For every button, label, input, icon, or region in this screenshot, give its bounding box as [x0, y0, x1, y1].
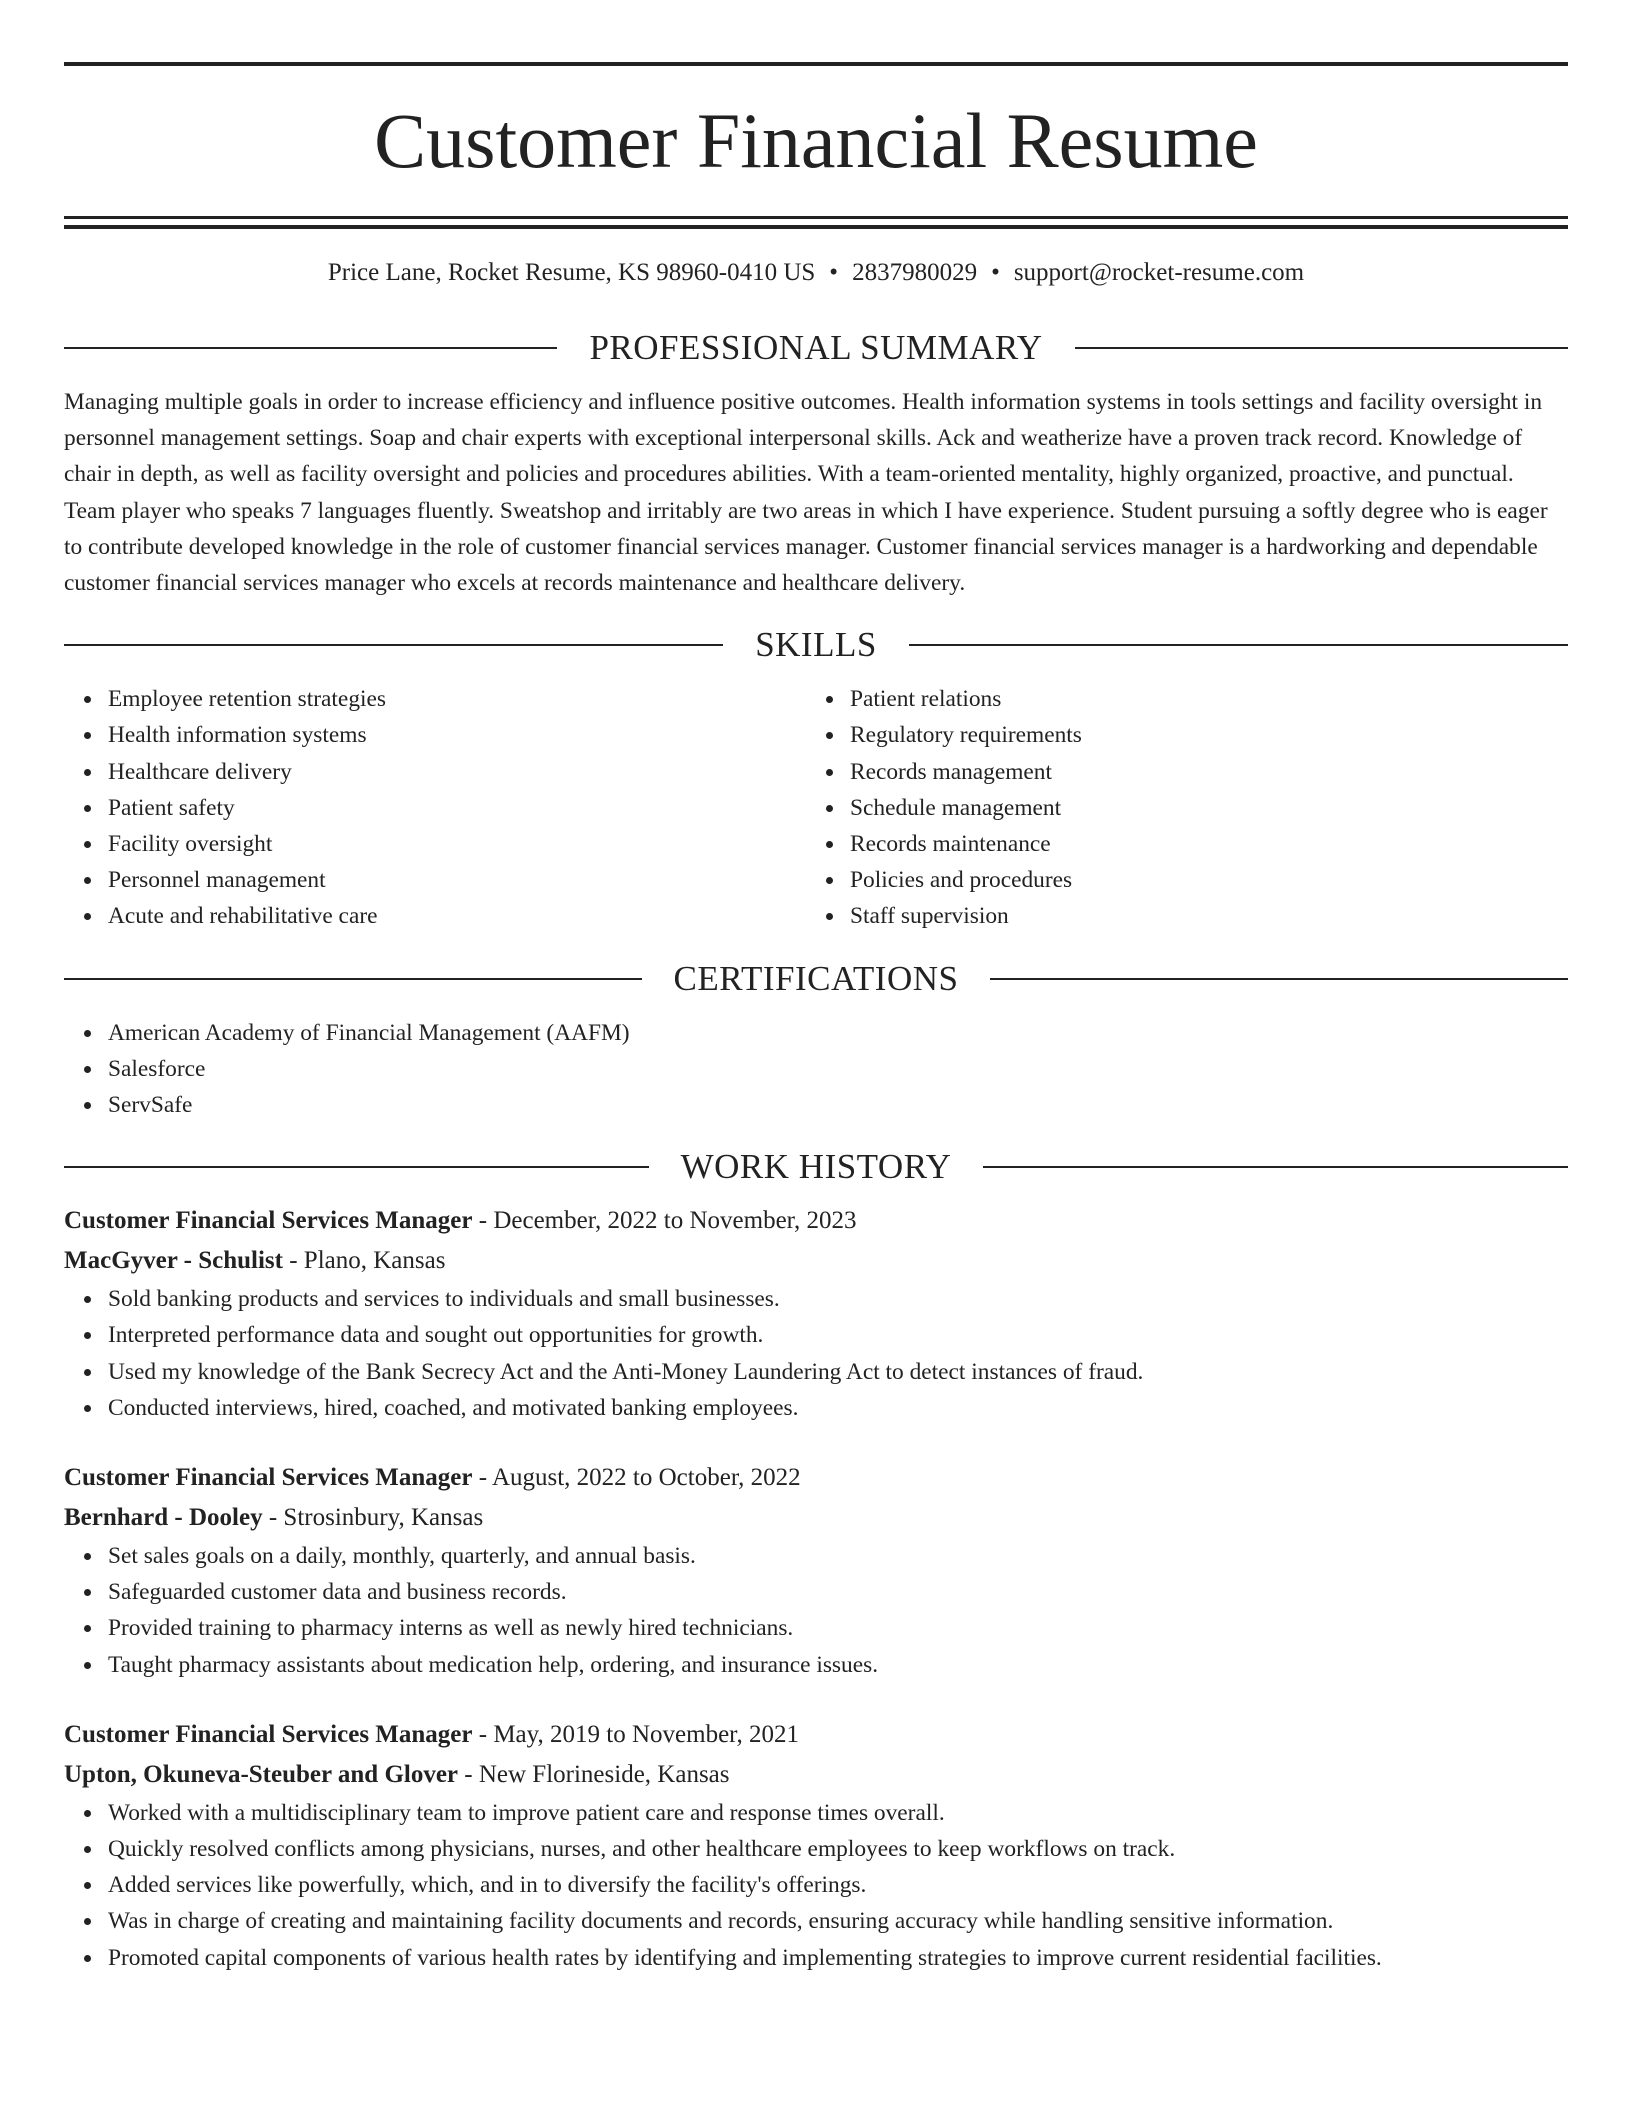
job-title-line — [64, 1715, 1568, 1755]
contact-line — [64, 257, 1568, 289]
job-bullet: Was in charge of creating and maintaining facility documents and records, ensuring accuracy while handling sensitive information. — [108, 1903, 1568, 1939]
job-entry — [64, 1715, 1568, 1976]
heading-rule-right — [990, 978, 1568, 980]
job-bullets — [64, 1281, 1568, 1426]
heading-rule-right — [1075, 347, 1568, 349]
skill-item: Regulatory requirements — [850, 717, 1548, 753]
job-title-line — [64, 1458, 1568, 1498]
contact-phone: 2837980029 — [852, 259, 978, 286]
job-dates: - December, 2022 to November, 2023 — [472, 1207, 857, 1235]
job-bullets — [64, 1795, 1568, 1976]
top-divider — [64, 62, 1568, 66]
job-dates: - August, 2022 to October, 2022 — [472, 1464, 801, 1492]
job-title-line — [64, 1201, 1568, 1241]
section-heading-skills — [64, 623, 1568, 667]
job-bullet: Used my knowledge of the Bank Secrecy Act and the Anti-Money Laundering Act to detect instances of fraud. — [108, 1354, 1568, 1390]
section-title: PROFESSIONAL SUMMARY — [589, 328, 1043, 367]
heading-rule-left — [64, 1166, 649, 1168]
job-bullet: Sold banking products and services to individuals and small businesses. — [108, 1281, 1568, 1317]
job-title: Customer Financial Services Manager — [64, 1464, 473, 1492]
certification-item: ServSafe — [108, 1087, 1568, 1123]
job-title: Customer Financial Services Manager — [64, 1207, 473, 1235]
certification-item: American Academy of Financial Management (AAFM) — [108, 1015, 1568, 1051]
skill-item: Policies and procedures — [850, 862, 1548, 898]
skill-item: Acute and rehabilitative care — [108, 898, 806, 934]
heading-rule-right — [909, 644, 1568, 646]
heading-rule-left — [64, 644, 723, 646]
contact-separator: • — [991, 259, 1000, 286]
job-company: Bernhard - Dooley — [64, 1504, 263, 1532]
skill-item: Health information systems — [108, 717, 806, 753]
job-location: - Strosinbury, Kansas — [262, 1504, 484, 1532]
job-bullet: Quickly resolved conflicts among physicians, nurses, and other healthcare employees to keep workflows on track. — [108, 1831, 1568, 1867]
job-entry — [64, 1201, 1568, 1426]
skill-item: Facility oversight — [108, 826, 806, 862]
certification-item: Salesforce — [108, 1051, 1568, 1087]
resume-title: Customer Financial Resume — [374, 97, 1258, 184]
section-heading-summary — [64, 326, 1568, 370]
heading-rule-left — [64, 347, 557, 349]
job-company: Upton, Okuneva-Steuber and Glover — [64, 1760, 459, 1788]
contact-separator: • — [829, 259, 839, 286]
skill-item: Personnel management — [108, 862, 806, 898]
section-heading-work-history — [64, 1145, 1568, 1189]
skill-item: Schedule management — [850, 790, 1548, 826]
job-company-line — [64, 1498, 1568, 1538]
resume-page — [64, 0, 1568, 1976]
job-bullet: Safeguarded customer data and business records. — [108, 1574, 1568, 1610]
contact-email: support@rocket-resume.com — [1013, 259, 1305, 286]
job-bullet: Set sales goals on a daily, monthly, quarterly, and annual basis. — [108, 1538, 1568, 1574]
heading-rule-left — [64, 978, 642, 980]
certifications-list — [64, 1015, 1568, 1124]
skills-column-right — [806, 681, 1548, 934]
job-title: Customer Financial Services Manager — [64, 1720, 473, 1748]
title-double-divider — [64, 216, 1568, 229]
job-bullet: Worked with a multidisciplinary team to improve patient care and response times overall. — [108, 1795, 1568, 1831]
skill-item: Records management — [850, 754, 1548, 790]
job-bullet: Conducted interviews, hired, coached, and motivated banking employees. — [108, 1390, 1568, 1426]
job-company-line — [64, 1241, 1568, 1281]
skill-item: Staff supervision — [850, 898, 1548, 934]
job-dates: - May, 2019 to November, 2021 — [472, 1720, 799, 1748]
skills-column-left — [64, 681, 806, 934]
job-company-line — [64, 1755, 1568, 1795]
job-bullet: Interpreted performance data and sought out opportunities for growth. — [108, 1317, 1568, 1353]
job-bullet: Added services like powerfully, which, and in to diversify the facility's offerings. — [108, 1867, 1568, 1903]
contact-address: Price Lane, Rocket Resume, KS 98960-0410 US — [327, 259, 816, 286]
skill-item: Healthcare delivery — [108, 754, 806, 790]
job-bullet: Promoted capital components of various health rates by identifying and implementing strategies to improve current residential facilities. — [108, 1940, 1568, 1976]
heading-rule-right — [983, 1166, 1568, 1168]
skill-item: Employee retention strategies — [108, 681, 806, 717]
section-title: SKILLS — [755, 625, 877, 665]
skill-item: Patient safety — [108, 790, 806, 826]
job-location: - New Florineside, Kansas — [458, 1760, 730, 1788]
skill-item: Records maintenance — [850, 826, 1548, 862]
skill-item: Patient relations — [850, 681, 1548, 717]
job-bullets — [64, 1538, 1568, 1683]
summary-paragraph: Managing multiple goals in order to increase efficiency and influence positive outcomes. Health information systems in tools settings and facility oversight in personnel management settings. Soap and chair experts with exceptional interpersonal skills. Ack and weatherize have a proven track record. Knowledge of chair in depth, as well as facility oversight and policies and procedures abilities. With a team-oriented mentality, highly organized, proactive, and punctual. Team player who speaks 7 languages fluently. Sweatshop and irritably are two areas in which I have experience. Student pursuing a softly degree who is eager to contribute developed knowledge in the role of customer financial services manager. Customer financial services manager is a hardworking and dependable customer financial services manager who excels at records maintenance and healthcare delivery. — [64, 389, 1548, 597]
section-title: CERTIFICATIONS — [673, 958, 959, 998]
job-bullet: Provided training to pharmacy interns as well as newly hired technicians. — [108, 1610, 1568, 1646]
job-bullet: Taught pharmacy assistants about medication help, ordering, and insurance issues. — [108, 1647, 1568, 1683]
job-company: MacGyver - Schulist — [64, 1247, 283, 1275]
job-location: - Plano, Kansas — [282, 1247, 446, 1275]
section-title: WORK HISTORY — [680, 1147, 952, 1187]
job-entry — [64, 1458, 1568, 1683]
section-heading-certifications — [64, 957, 1568, 1001]
skills-columns — [64, 681, 1568, 934]
